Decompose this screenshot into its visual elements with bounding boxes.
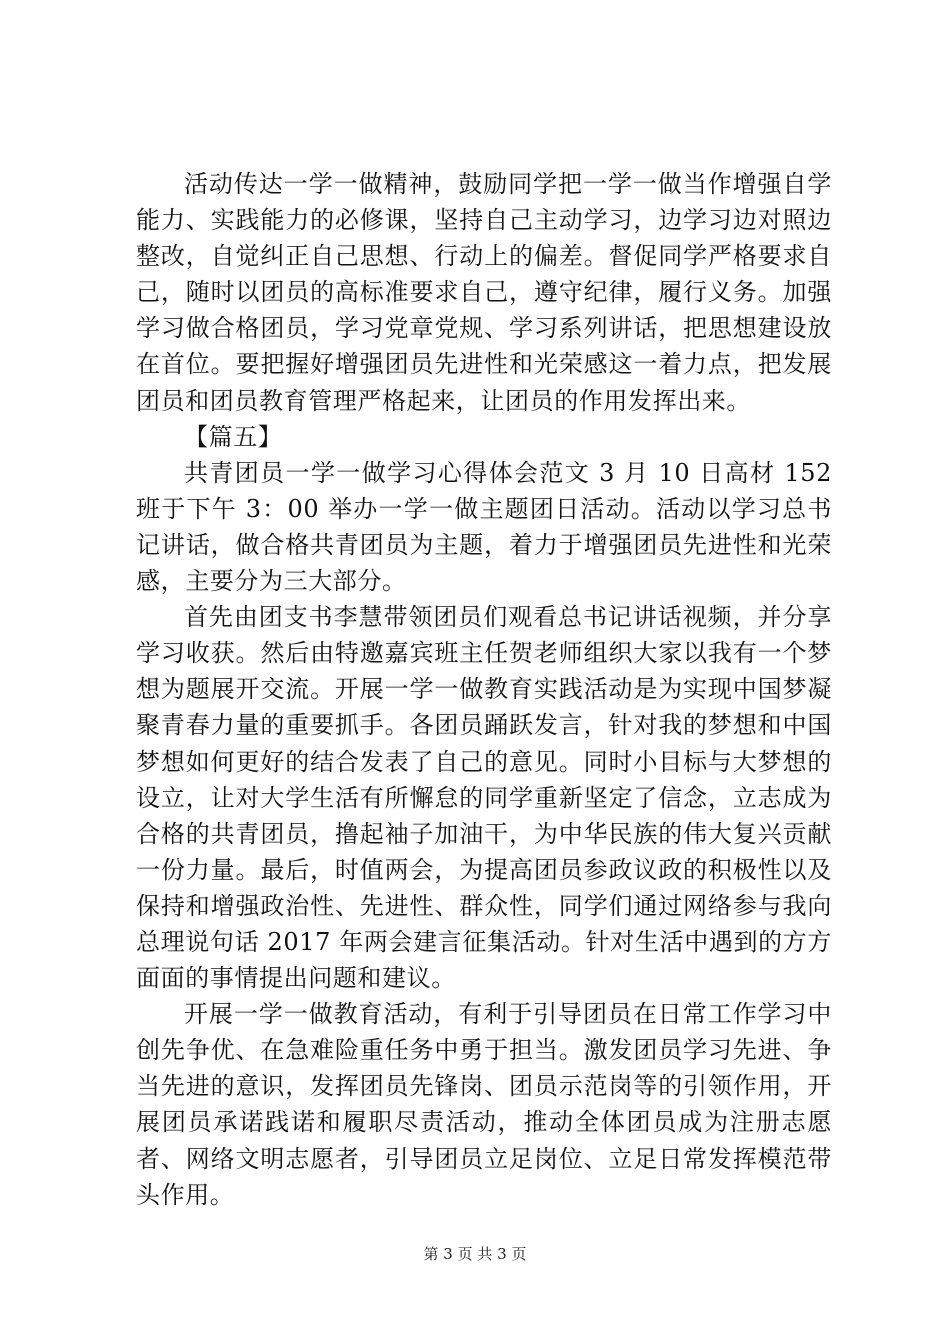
paragraph-event-intro: 共青团员一学一做学习心得体会范文 3 月 10 日高材 152 班于下午 3：00 举办一学一做主题团日活动。活动以学习总书记讲话，做合格共青团员为主题，着力于增强团员先进性和光荣感，主要分为三大部分。 [136, 458, 832, 596]
section-heading-part-five: 【篇五】 [184, 422, 283, 451]
paragraph-conclusion: 开展一学一做教育活动，有利于引导团员在日常工作学习中创先争优、在急难险重任务中勇于担当。激发团员学习先进、争当先进的意识，发挥团员先锋岗、团员示范岗等的引领作用，开展团员承诺践诺和履职尽责活动，推动全体团员成为注册志愿者、网络文明志愿者，引导团员立足岗位、立足日常发挥模范带头作用。 [136, 1000, 832, 1209]
paragraph-activity-spirit: 活动传达一学一做精神，鼓励同学把一学一做当作增强自学能力、实践能力的必修课，坚持自己主动学习，边学习边对照边整改，自觉纠正自己思想、行动上的偏差。督促同学严格要求自己，随时以团员的高标准要求自己，遵守纪律，履行义务。加强学习做合格团员，学习党章党规、学习系列讲话，把思想建设放在首位。要把握好增强团员先进性和光荣感这一着力点，把发展团员和团员教育管理严格起来，让团员的作用发挥出来。 [136, 170, 832, 415]
paragraph-event-details: 首先由团支书李慧带领团员们观看总书记讲话视频，并分享学习收获。然后由特邀嘉宾班主任贺老师组织大家以我有一个梦想为题展开交流。开展一学一做教育实践活动是为实现中国梦凝聚青春力量的重要抓手。各团员踊跃发言，针对我的梦想和中国梦想如何更好的结合发表了自己的意见。同时小目标与大梦想的设立，让对大学生活有所懈怠的同学重新坚定了信念，立志成为合格的共青团员，撸起袖子加油干，为中华民族的伟大复兴贡献一份力量。最后，时值两会，为提高团员参政议政的积极性以及保持和增强政治性、先进性、群众性，同学们通过网络参与我向总理说句话 2017 年两会建言征集活动。针对生活中遇到的方方面面的事情提出问题和建议。 [136, 603, 832, 993]
document-body [136, 166, 832, 1213]
page-footer: 第 3 页 共 3 页 [423, 1245, 527, 1263]
